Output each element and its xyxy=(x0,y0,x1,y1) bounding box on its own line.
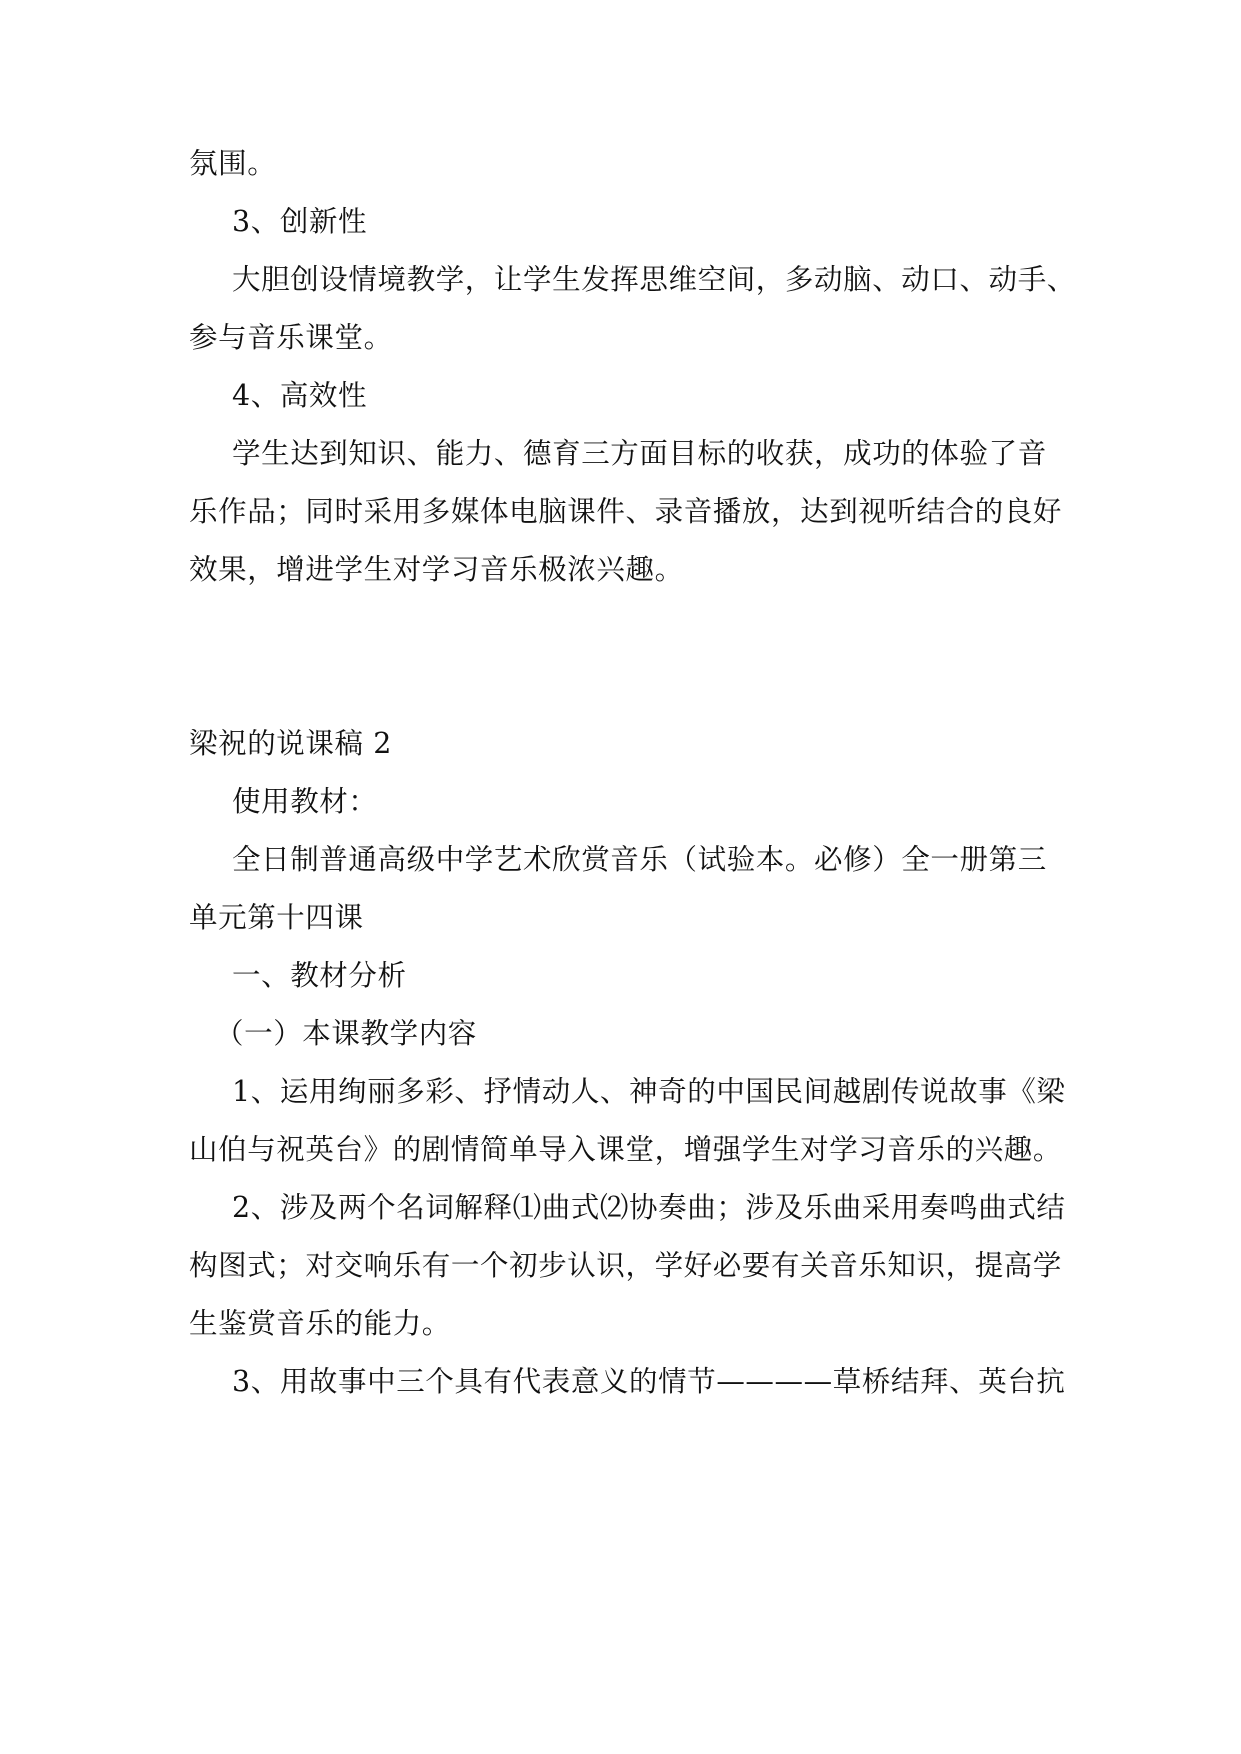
section-title: 梁祝的说课稿 2 xyxy=(189,727,392,760)
paragraph-line: 参与音乐课堂。 xyxy=(189,321,393,354)
paragraph-line: 学生达到知识、能力、德育三方面目标的收获，成功的体验了音 xyxy=(232,437,1047,470)
paragraph-line: 氛围。 xyxy=(189,147,277,180)
paragraph-line: 1、运用绚丽多彩、抒情动人、神奇的中国民间越剧传说故事《梁 xyxy=(232,1075,1066,1108)
subheading-innovation: 3、创新性 xyxy=(232,205,368,238)
paragraph-line: 构图式；对交响乐有一个初步认识，学好必要有关音乐知识，提高学 xyxy=(189,1249,1063,1282)
paragraph-line: 3、用故事中三个具有代表意义的情节————草桥结拜、英台抗 xyxy=(232,1365,1066,1398)
paragraph-line: 效果，增进学生对学习音乐极浓兴趣。 xyxy=(189,553,684,586)
paragraph-line: 单元第十四课 xyxy=(189,901,364,934)
paragraph-line: 使用教材： xyxy=(232,785,378,818)
subheading-textbook-analysis: 一、教材分析 xyxy=(232,959,407,992)
subheading-efficiency: 4、高效性 xyxy=(232,379,368,412)
subheading-lesson-content: （一）本课教学内容 xyxy=(215,1017,477,1050)
paragraph-line: 生鉴赏音乐的能力。 xyxy=(189,1307,451,1340)
paragraph-line: 山伯与祝英台》的剧情简单导入课堂，增强学生对学习音乐的兴趣。 xyxy=(189,1133,1063,1166)
paragraph-line: 大胆创设情境教学，让学生发挥思维空间，多动脑、动口、动手、 xyxy=(232,263,1076,296)
paragraph-line: 全日制普通高级中学艺术欣赏音乐（试验本。必修）全一册第三 xyxy=(232,843,1047,876)
paragraph-line: 2、涉及两个名词解释⑴曲式⑵协奏曲；涉及乐曲采用奏鸣曲式结 xyxy=(232,1191,1066,1224)
paragraph-line: 乐作品；同时采用多媒体电脑课件、录音播放，达到视听结合的良好 xyxy=(189,495,1063,528)
